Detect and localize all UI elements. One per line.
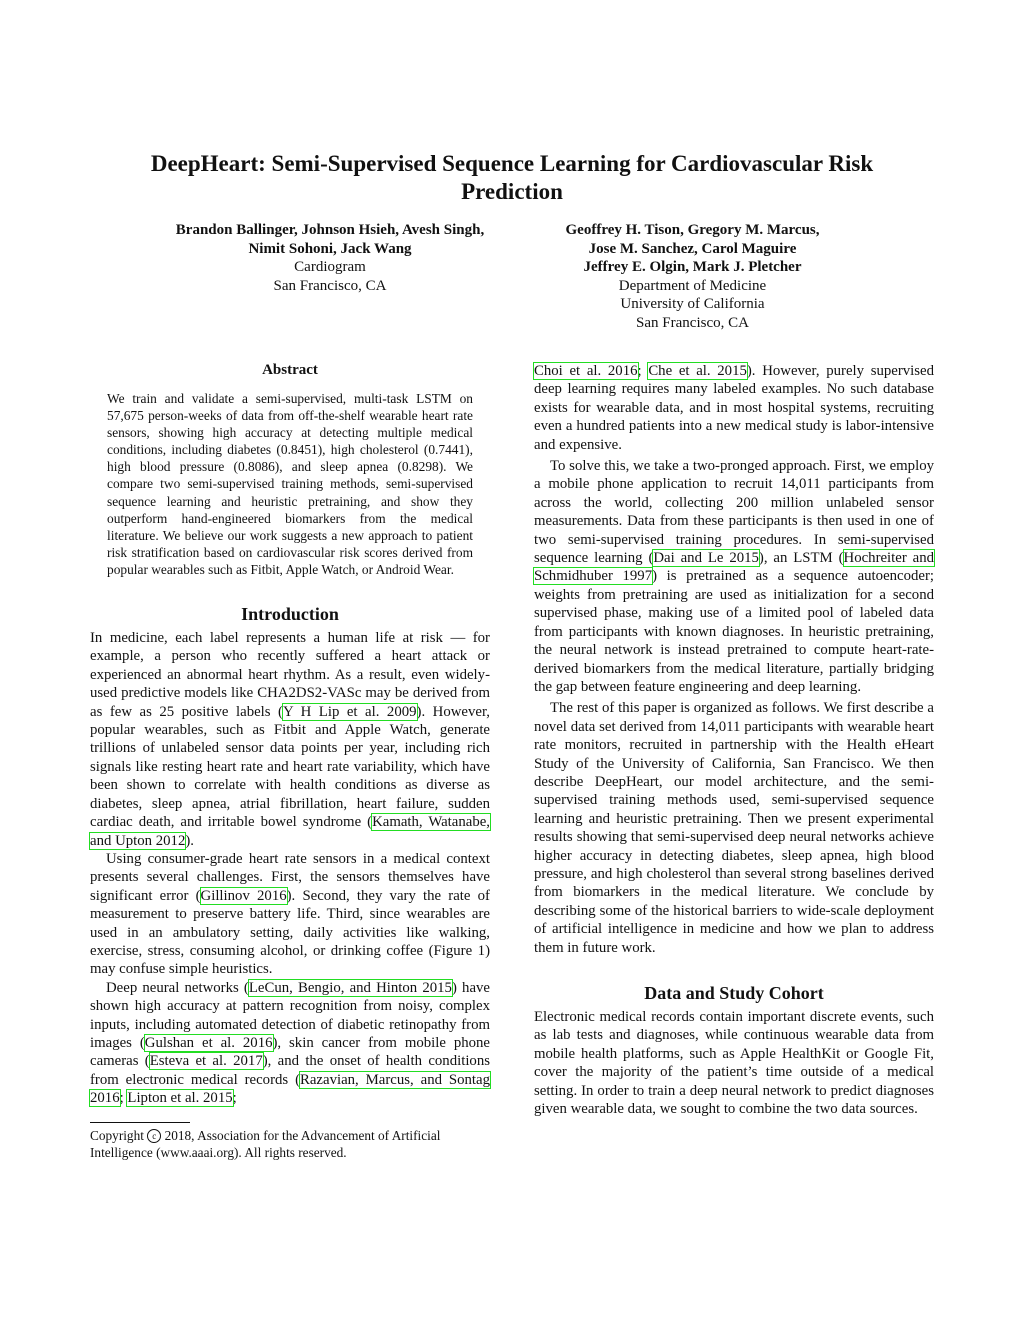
author-block-right [520,221,865,332]
text-span: ), skin cancer from mobile phone cameras ( [90,1034,490,1070]
right-paragraph-2 [534,457,934,696]
citation-link[interactable]: Lipton et al. 2015 [127,1090,233,1107]
text-span: ; [232,1090,237,1107]
text-span: Deep neural networks ( [106,979,249,996]
text-span: ). However, purely supervised deep learning requires many labeled examples. No such database exists for wearable data, and in most hospital systems, recruiting even a hundred patients into a new medical study is labor-intensive and expensive. [534,363,934,453]
text-span: ). However, popular wearables, such as Fitbit and Apple Watch, generate trillions of unlabeled sensor data points per year, including rich signals like resting heart rate and heart rate variability, which have been shown to correlate with health conditions as diverse as diabetes, sleep apnea, atrial fibrillation, heart failure, sudden cardiac death, and irritable bowel syndrome ( [90,703,490,831]
author-names: Jeffrey E. Olgin, Mark J. Pletcher [583,259,802,275]
citation-link[interactable]: Che et al. 2015 [648,363,747,379]
author-block-left [140,221,520,295]
citation-link[interactable]: Hochreiter and Schmidhuber 1997 [534,550,935,585]
introduction-heading: Introduction [241,604,339,625]
intro-paragraph-2 [90,850,490,979]
title-line-1: DeepHeart: Semi-Supervised Sequence Learning for Cardiovascular Risk [150,151,874,176]
text-span: ), an LSTM ( [758,550,844,567]
citation-link[interactable]: Gillinov 2016 [200,887,287,904]
copyright-footnote [90,1127,490,1161]
citation-link[interactable]: Dai and Le 2015 [653,550,759,567]
text-span: To solve this, we take a two-pronged approach. First, we employ a mobile phone application to recruit 14,011 participants from across the world, collecting 200 million unlabeled sensor measurements. Data from these participants is then used in one of two semi-supervised training procedures. In semi-supervised sequence learning ( [534,458,934,567]
text-span: ). Second, they vary the rate of measurement to preserve battery life. Third, since wearables are used in an ambulatory setting, daily activities like walking, exercise, stress, consuming alcohol, or drinking coffee (Figure 1) may confuse simple heuristics. [90,887,490,978]
text-span: ) have shown high accuracy at pattern recognition from noisy, complex inputs, including automated detection of diabetic retinopathy from images ( [90,979,490,1051]
data-paragraph-1: Electronic medical records contain important discrete events, such as lab tests and diagnoses, while continuous wearable data from mobile health platforms, such as Apple HealthKit or Google Fit, cover the majority of the patient’s time outside of a medical setting. In order to train a deep neural network to predict diagnoses given wearable data, we sought to combine the two data sources. [534,1009,934,1118]
author-names: Geoffrey H. Tison, Gregory M. Marcus, [565,222,820,238]
footnote-rule [90,1122,190,1123]
citation-link[interactable]: Gulshan et al. 2016 [144,1034,273,1051]
author-names: Brandon Ballinger, Johnson Hsieh, Avesh Singh, [175,222,485,238]
footnote-text: 2018, Association for the Advancement of Artificial Intelligence (www.aaai.org). All rights reserved. [90,1127,441,1160]
citation-link[interactable]: Razavian, Marcus, and Sontag 2016 [90,1071,490,1107]
author-affiliation: University of California [620,296,765,312]
text-span: In medicine, each label represents a human life at risk — for example, a person who recently suffered a heart attack or experienced an abnormal heart rhythm. As a result, even widely-used predictive models like CHA2DS2-VASc may be derived from as few as 25 positive labels ( [90,630,490,720]
citation-link[interactable]: Y H Lip et al. 2009 [282,703,417,720]
text-span: ; [637,363,649,379]
text-span: ) is pretrained as a sequence autoencoder; weights from pretraining are used as initialization for a second supervised phase, making use of a limited pool of labeled data from participants with known diagnoses. In heuristic pretraining, the neural network is instead pretrained to compute heart-rate-derived biomarkers from the medical literature, partially bridging the gap between feature engineering and deep learning. [534,568,935,695]
right-column [534,362,934,1118]
author-affiliation: Department of Medicine [618,277,767,294]
text-span: ), and the onset of health conditions from electronic medical records ( [90,1053,490,1088]
footnote-prefix: Copyright [90,1127,144,1143]
intro-paragraph-1 [90,629,490,850]
right-paragraph-1 [534,362,934,454]
author-affiliation: San Francisco, CA [273,277,387,294]
abstract-heading: Abstract [262,362,318,378]
author-names: Nimit Sohoni, Jack Wang [248,240,412,257]
citation-link[interactable]: Kamath, Watanabe, and Upton 2012 [90,814,490,849]
title-line-2: Prediction [461,179,563,204]
left-column [90,362,490,1161]
citation-link[interactable]: Esteva et al. 2017 [149,1053,263,1070]
author-names: Jose M. Sanchez, Carol Maguire [588,240,797,257]
author-affiliation: San Francisco, CA [636,314,749,331]
abstract-text: We train and validate a semi-supervised, multi-task LSTM on 57,675 person-weeks of data from off-the-shelf wearable heart rate sensors, showing high accuracy at detecting multiple medical conditions, including diabetes (0.8451), high cholesterol (0.7441), high blood pressure (0.8086), and sleep apnea (0.8298). We compare two semi-supervised training methods, semi-supervised sequence learning and heuristic pretraining, and show they outperform hand-engineered biomarkers from the medical literature. We believe our work suggests a new approach to patient risk stratification based on cardiovascular risk scores derived from popular wearables such as Fitbit, Apple Watch, or Android Wear. [107,391,473,577]
text-span: ; [119,1090,128,1107]
citation-link[interactable]: LeCun, Bengio, and Hinton 2015 [248,979,452,996]
paper-title [100,150,924,206]
intro-paragraph-3 [90,979,490,1108]
data-cohort-heading: Data and Study Cohort [644,983,824,1003]
author-affiliation: Cardiogram [294,259,366,275]
text-span: Using consumer-grade heart rate sensors in a medical context presents several challenges. First, the sensors themselves have significant error ( [90,850,490,904]
right-paragraph-3: The rest of this paper is organized as follows. We first describe a novel data set derived from 14,011 participants with wearable heart rate monitors, recruited in partnership with the Health eHeart Study of the University of California, San Francisco. We then describe DeepHeart, our model architecture, and the semi-supervised training methods used, semi-supervised sequence learning and heuristic pretraining. Then we present experimental results showing that semi-supervised deep neural networks achieve higher accuracy in detecting diabetes, sleep apnea, high blood pressure, and high cholesterol than several strong baselines derived from biomarkers in the medical literature. We conclude by describing some of the historical barriers to wide-scale deployment of artificial intelligence in medicine and how we plan to address them in future work. [534,700,934,956]
copyright-icon: c [147,1129,161,1143]
citation-link[interactable]: Choi et al. 2016 [534,363,638,379]
text-span: ). [185,832,194,849]
